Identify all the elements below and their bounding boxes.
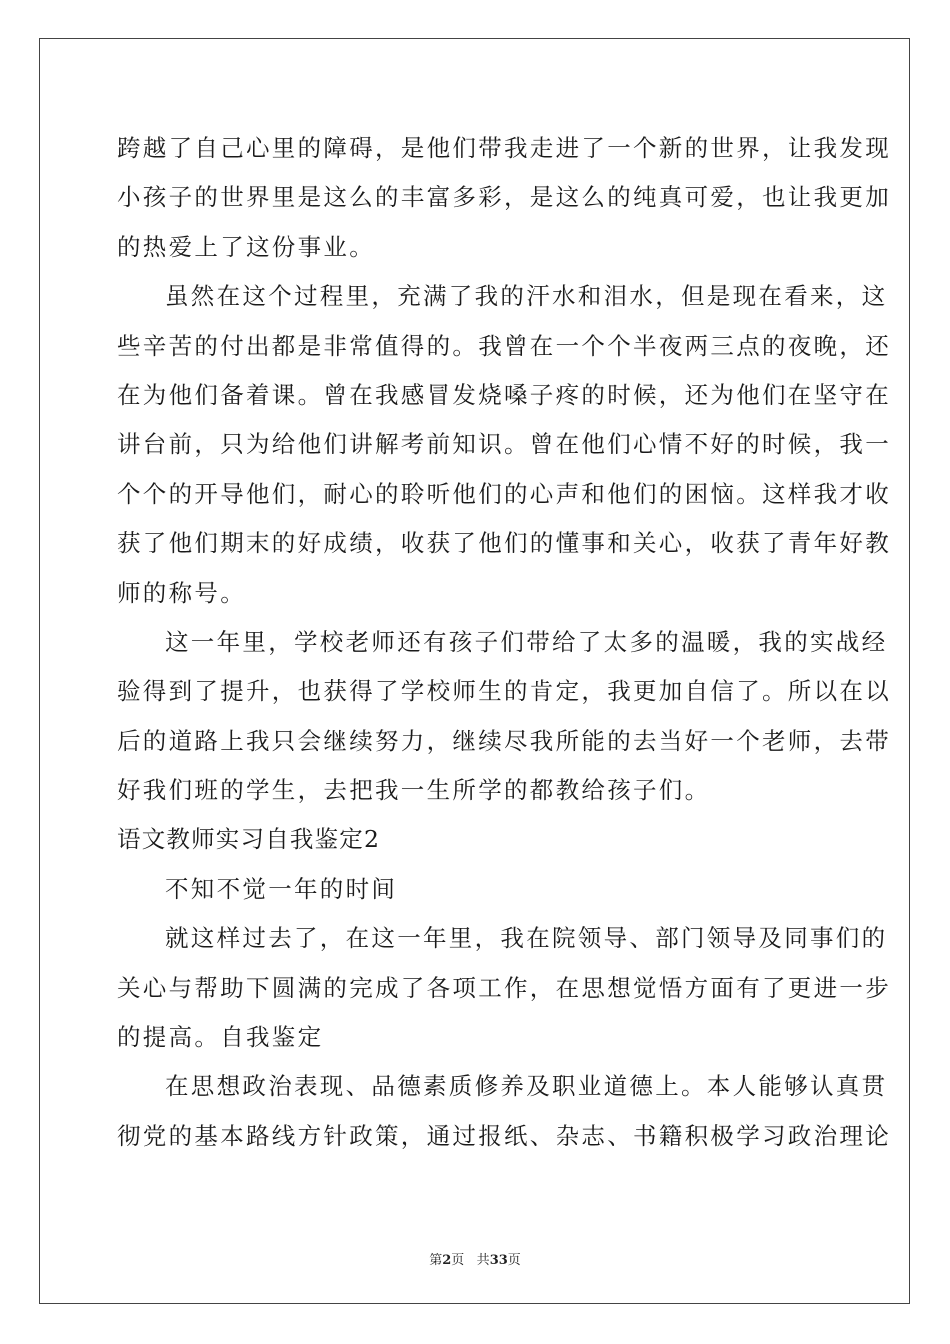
- page-footer: [0, 1249, 950, 1268]
- text-line: 这一年里，学校老师还有孩子们带给了太多的温暖，我的实战经: [165, 627, 888, 656]
- page-number: 2: [442, 1253, 452, 1268]
- text-line: 在为他们备着课。曾在我感冒发烧嗓子疼的时候，还为他们在坚守在: [117, 380, 891, 409]
- text-line: 小孩子的世界里是这么的丰富多彩，是这么的纯真可爱，也让我更加: [117, 183, 891, 212]
- text-line: 不知不觉一年的时间: [165, 874, 398, 903]
- section-heading: 语文教师实习自我鉴定2: [117, 825, 381, 854]
- total-pages: 33: [489, 1253, 508, 1268]
- text-line: 获了他们期末的好成绩，收获了他们的懂事和关心，收获了青年好教: [117, 529, 891, 558]
- footer-total-suffix: 页: [507, 1253, 521, 1268]
- text-line: 关心与帮助下圆满的完成了各项工作，在思想觉悟方面有了更进一步: [117, 973, 891, 1002]
- footer-total-prefix: 共: [476, 1253, 490, 1268]
- footer-page-suffix: 页: [451, 1253, 465, 1268]
- text-line: 虽然在这个过程里，充满了我的汗水和泪水，但是现在看来，这: [165, 282, 888, 311]
- text-line: 的提高。自我鉴定: [117, 1023, 324, 1052]
- text-line: 讲台前，只为给他们讲解考前知识。曾在他们心情不好的时候，我一: [117, 430, 891, 459]
- document-body: [117, 124, 891, 1161]
- text-line: 些辛苦的付出都是非常值得的。我曾在一个个半夜两三点的夜晚，还: [117, 331, 891, 360]
- text-line: 就这样过去了，在这一年里，我在院领导、部门领导及同事们的: [165, 924, 888, 953]
- text-line: 在思想政治表现、品德素质修养及职业道德上。本人能够认真贯: [165, 1072, 888, 1101]
- text-line: 好我们班的学生，去把我一生所学的都教给孩子们。: [117, 776, 711, 805]
- text-line: 彻党的基本路线方针政策，通过报纸、杂志、书籍积极学习政治理论: [117, 1121, 891, 1150]
- text-line: 的热爱上了这份事业。: [117, 232, 375, 261]
- text-line: 跨越了自己心里的障碍，是他们带我走进了一个新的世界，让我发现: [117, 134, 891, 162]
- text-line: 师的称号。: [117, 578, 246, 607]
- text-line: 后的道路上我只会继续努力，继续尽我所能的去当好一个老师，去带: [117, 726, 891, 755]
- footer-prefix: 第: [429, 1253, 443, 1268]
- text-line: 个个的开导他们，耐心的聆听他们的心声和他们的困恼。这样我才收: [117, 479, 891, 508]
- text-line: 验得到了提升，也获得了学校师生的肯定，我更加自信了。所以在以: [117, 677, 891, 706]
